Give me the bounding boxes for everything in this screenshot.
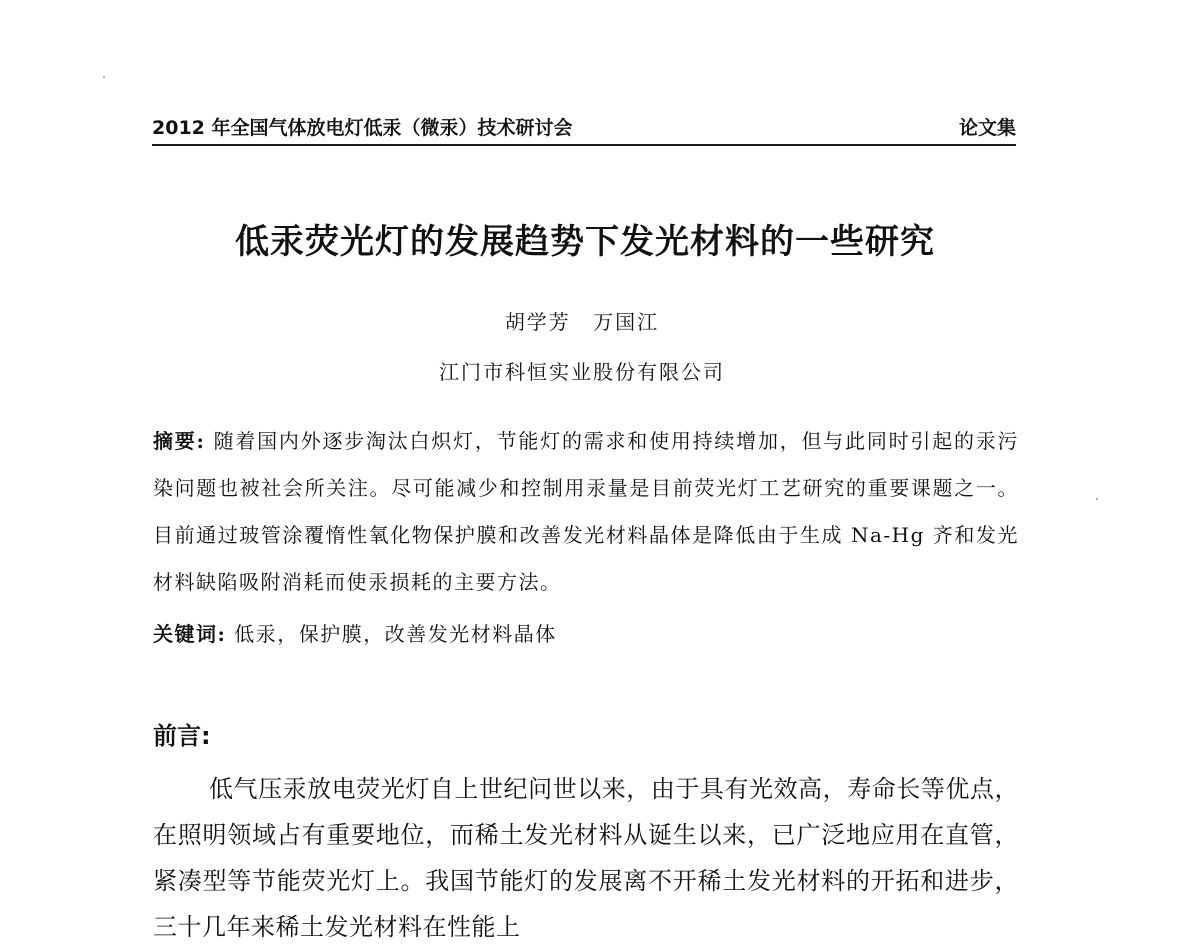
scan-speck [1096,498,1098,500]
section-heading-preface: 前言: [153,722,211,750]
keywords-text: 低汞，保护膜，改善发光材料晶体 [226,622,557,646]
conference-name: 2012 年全国气体放电灯低汞（微汞）技术研讨会 [152,117,573,139]
abstract-text: 随着国内外逐步淘汰白炽灯，节能灯的需求和使用持续增加，但与此同时引起的汞污染问题也被社会所关注。尽可能减少和控制用汞量是目前荧光灯工艺研究的重要课题之一。目前通过玻管涂覆惰性氧化物保护膜和改善发光材料晶体是降低由于生成 Na-Hg 齐和发光材料缺陷吸附消耗而使汞损耗的主要方法。 [153,429,1019,594]
paper-title: 低汞荧光灯的发展趋势下发光材料的一些研究 [235,222,935,262]
keywords [153,618,1019,647]
abstract [153,418,1019,606]
running-header [152,112,1016,146]
keywords-label: 关键词: [153,622,227,646]
proceedings-label: 论文集 [958,117,1016,139]
scan-speck [103,76,105,78]
abstract-label: 摘要: [153,429,206,453]
body-paragraph: 低气压汞放电荧光灯自上世纪问世以来，由于具有光效高，寿命长等优点，在照明领域占有重要地位，而稀土发光材料从诞生以来，已广泛地应用在直管，紧凑型等节能荧光灯上。我国节能灯的发展离不开稀土发光材料的开拓和进步，三十几年来稀土发光材料在性能上 [153,775,1019,941]
affiliation: 江门市科恒实业股份有限公司 [439,360,725,384]
authors: 胡学芳 万国江 [504,310,660,334]
